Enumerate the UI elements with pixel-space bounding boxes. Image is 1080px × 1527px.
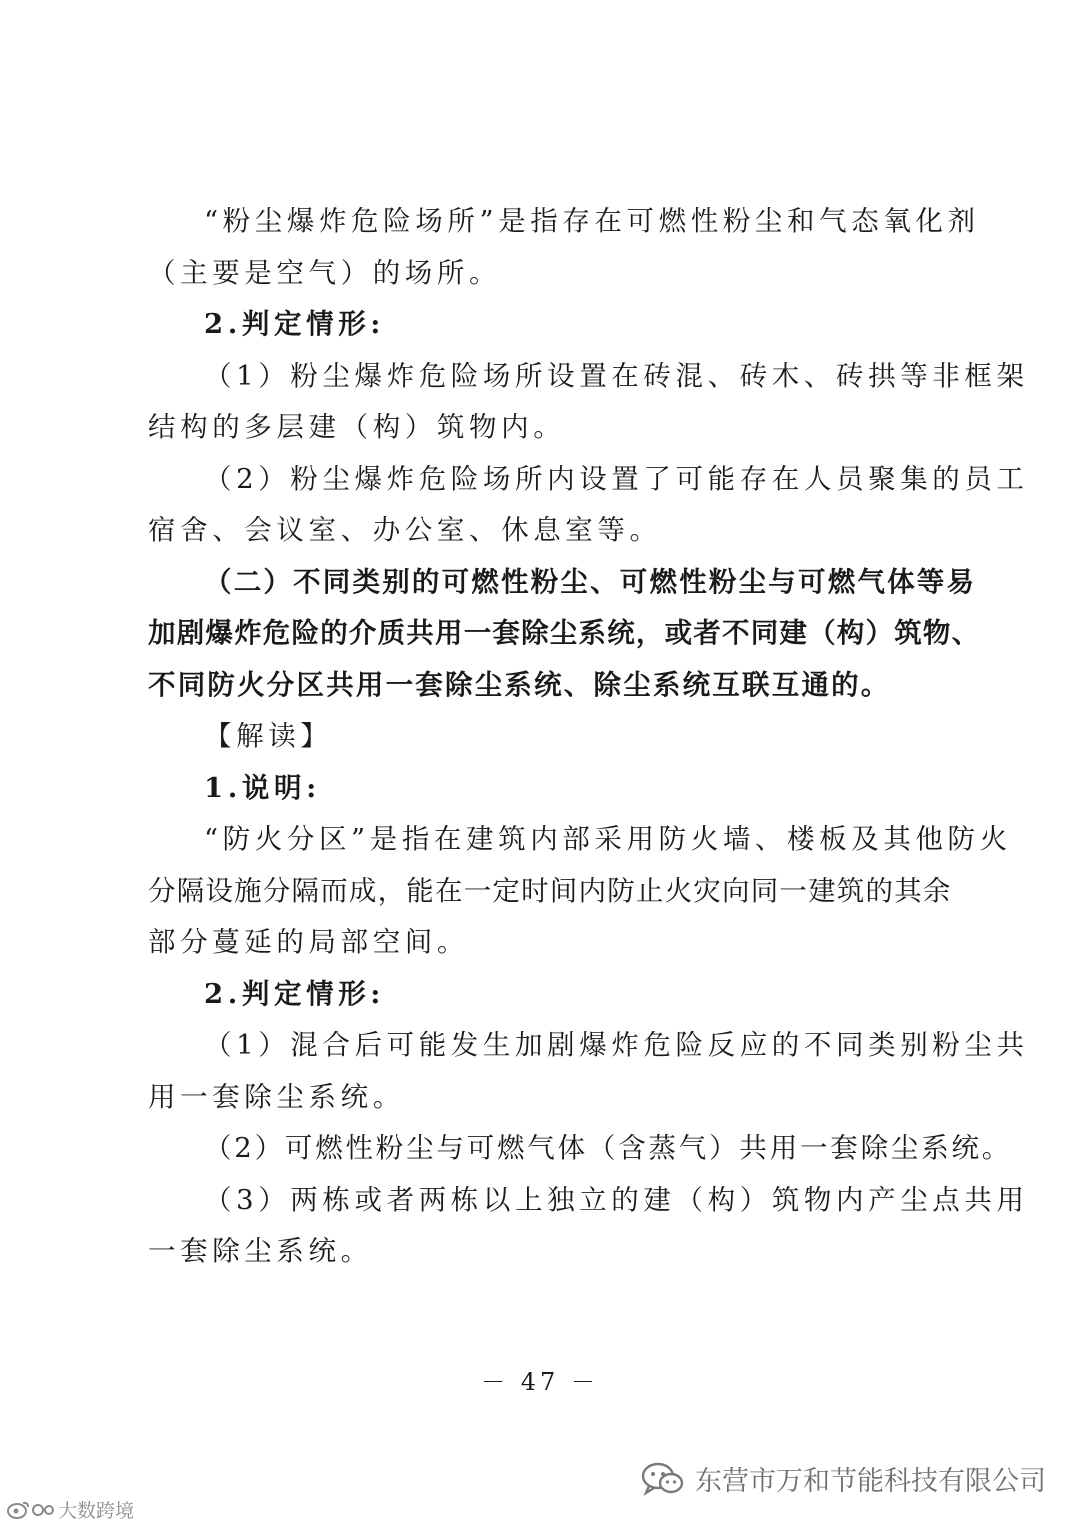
wechat-icon [641,1461,685,1497]
paragraph-line: （2）可燃性粉尘与可燃气体（含蒸气）共用一套除尘系统。 [204,1132,1013,1164]
interpretation-heading: 【解读】 [204,720,333,752]
bold-paragraph-line: 不同防火分区共用一套除尘系统、除尘系统互联互通的。 [148,668,891,701]
paragraph-line: “防火分区”是指在建筑内部采用防火墙、楼板及其他防火 [204,823,1012,855]
page-number: － 47 － [481,1368,599,1396]
weibo-watermark [6,1496,134,1523]
section-heading: 1.说明: [204,771,321,804]
paragraph-line: （1）混合后可能发生加剧爆炸危险反应的不同类别粉尘共 [204,1029,1029,1061]
wechat-account-name: 东营市万和节能科技有限公司 [695,1466,1046,1497]
paragraph-line: 一套除尘系统。 [148,1235,373,1267]
paragraph-line: “粉尘爆炸危险场所”是指存在可燃性粉尘和气态氧化剂 [204,205,980,237]
paragraph-line: 用一套除尘系统。 [148,1080,405,1113]
paragraph-line: （2）粉尘爆炸危险场所内设置了可能存在人员聚集的员工 [204,462,1029,495]
paragraph-line: 分隔设施分隔而成，能在一定时间内防止火灾向同一建筑的其余 [148,874,952,907]
weibo-account-name: 大数跨境 [58,1500,135,1522]
paragraph-line: （主要是空气）的场所。 [148,256,502,289]
section-heading: 2.判定情形: [204,308,386,340]
document-body [148,196,1029,1278]
paragraph-line: （1）粉尘爆炸危险场所设置在砖混、砖木、砖拱等非框架 [204,359,1029,392]
wechat-watermark [641,1459,1046,1498]
paragraph-line: 结构的多层建（构）筑物内。 [148,411,566,443]
paragraph-line: 宿舍、会议室、办公室、休息室等。 [148,514,662,546]
bold-paragraph-line: 加剧爆炸危险的介质共用一套除尘系统，或者不同建（构）筑物、 [148,617,981,649]
paragraph-line: 部分蔓延的局部空间。 [148,926,469,958]
bold-paragraph-line: （二）不同类别的可燃性粉尘、可燃性粉尘与可燃气体等易 [204,565,977,598]
weibo-icon [6,1499,54,1521]
paragraph-line: （3）两栋或者两栋以上独立的建（构）筑物内产尘点共用 [204,1183,1029,1216]
section-heading: 2.判定情形: [204,977,386,1010]
